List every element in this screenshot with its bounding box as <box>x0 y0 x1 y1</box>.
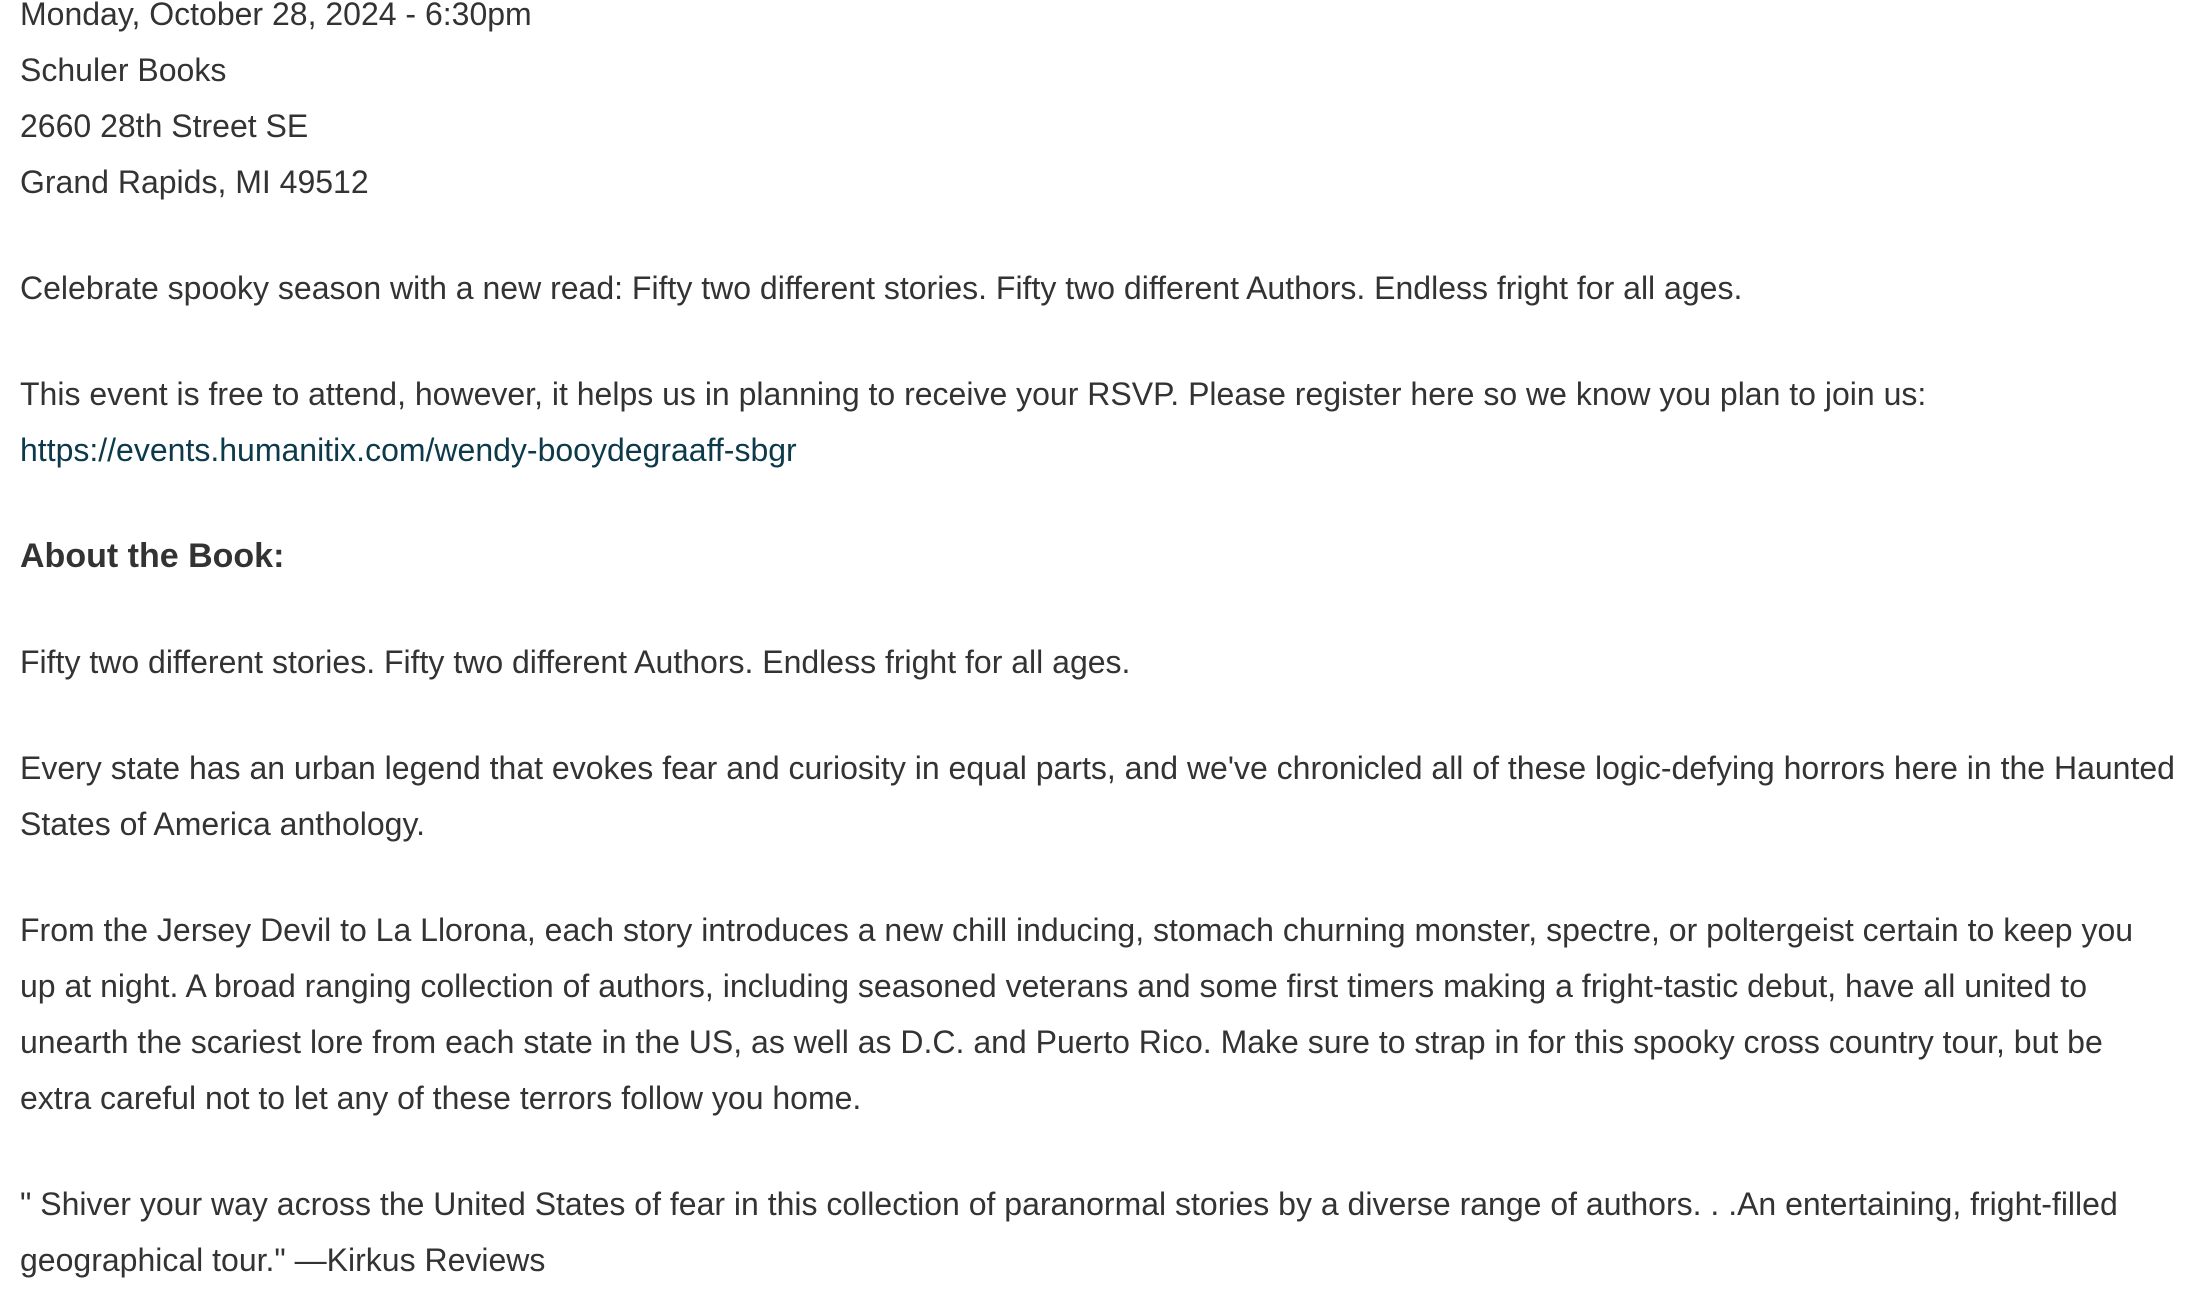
spacer <box>20 1126 2180 1176</box>
review-quote-line-2: geographical tour." —Kirkus Reviews <box>20 1242 546 1278</box>
about-heading: About the Book: <box>20 537 285 575</box>
description-2-line-4: extra careful not to let any of these terrors follow you home. <box>20 1080 862 1116</box>
rsvp-text: This event is free to attend, however, it helps us in planning to receive your RSVP. Please register here so we know you plan to join us: <box>20 376 1927 412</box>
description-paragraph-2 <box>20 902 2180 1126</box>
description-paragraph-1 <box>20 740 2180 852</box>
celebrate-paragraph <box>20 260 2180 316</box>
event-description <box>20 0 2180 1288</box>
celebrate-text: Celebrate spooky season with a new read: Fifty two different stories. Fifty two different Authors. Endless fright for all ages. <box>20 270 1743 306</box>
tagline-paragraph <box>20 634 2180 690</box>
spacer <box>20 316 2180 366</box>
event-datetime: Monday, October 28, 2024 - 6:30pm <box>20 0 532 32</box>
tagline-text: Fifty two different stories. Fifty two different Authors. Endless fright for all ages. <box>20 644 1131 680</box>
rsvp-link[interactable]: https://events.humanitix.com/wendy-booydegraaff-sbgr <box>20 432 797 468</box>
event-details <box>20 0 2180 210</box>
description-1-line-2: States of America anthology. <box>20 806 425 842</box>
spacer <box>20 690 2180 740</box>
event-city: Grand Rapids, MI 49512 <box>20 164 369 200</box>
review-quote-line-1: " Shiver your way across the United States of fear in this collection of paranormal stories by a diverse range of authors. . .An entertaining, fright-filled <box>20 1186 2118 1222</box>
rsvp-paragraph <box>20 366 2180 478</box>
description-1-line-1: Every state has an urban legend that evokes fear and curiosity in equal parts, and we've chronicled all of these logic-defying horrors here in the Haunted <box>20 750 2175 786</box>
spacer <box>20 852 2180 902</box>
review-quote <box>20 1176 2180 1288</box>
description-2-line-3: unearth the scariest lore from each state in the US, as well as D.C. and Puerto Rico. Make sure to strap in for this spooky cross country tour, but be <box>20 1024 2103 1060</box>
spacer <box>20 210 2180 260</box>
event-venue: Schuler Books <box>20 52 227 88</box>
description-2-line-2: up at night. A broad ranging collection of authors, including seasoned veterans and some first timers making a fright-tastic debut, have all united to <box>20 968 2087 1004</box>
spacer <box>20 584 2180 634</box>
description-2-line-1: From the Jersey Devil to La Llorona, each story introduces a new chill inducing, stomach churning monster, spectre, or poltergeist certain to keep you <box>20 912 2134 948</box>
event-street: 2660 28th Street SE <box>20 108 309 144</box>
spacer <box>20 478 2180 528</box>
